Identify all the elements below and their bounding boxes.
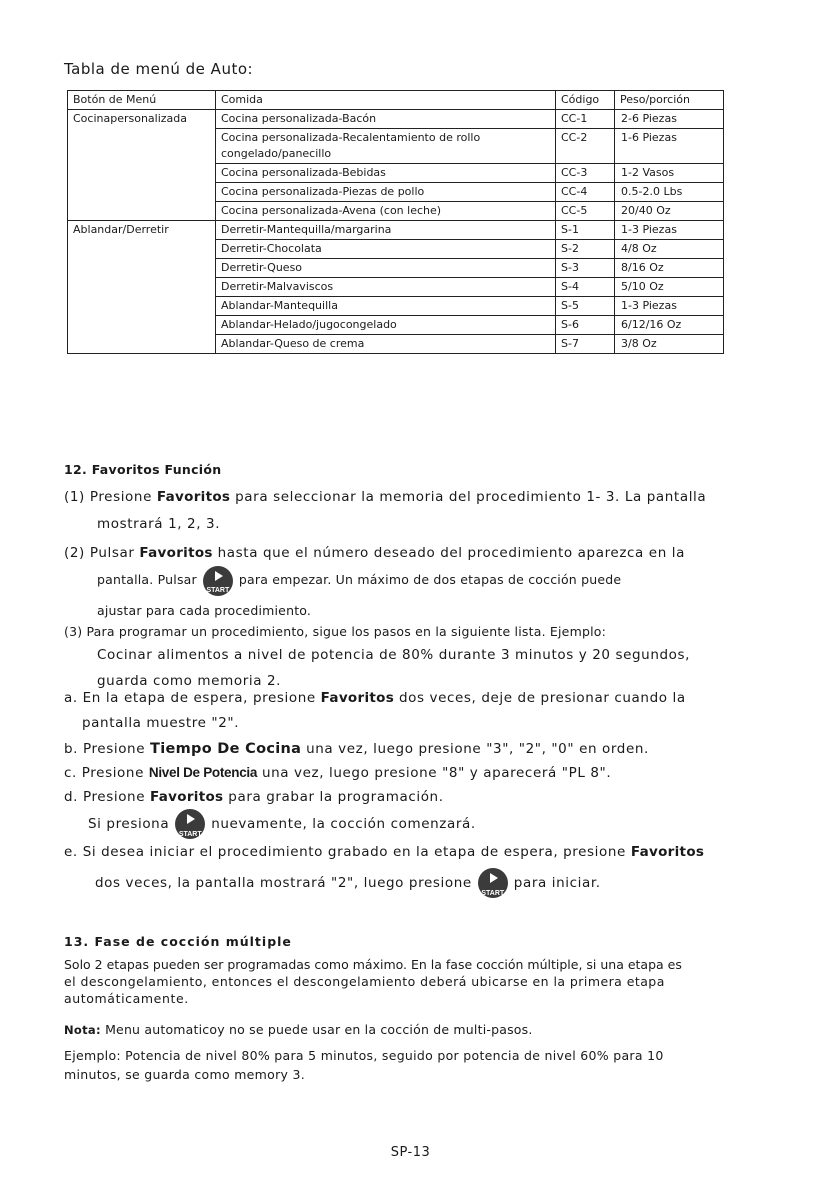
substep-e-line-1: e. Si desea iniciar el procedimiento grabado en la etapa de espera, presione Favoritos (64, 844, 705, 860)
table-cell-food: Ablandar-Queso de crema (216, 335, 556, 354)
table-cell-weight: 1-6 Piezas (615, 129, 724, 164)
substep-a-line-2: pantalla muestre "2". (82, 715, 240, 731)
table-header-cell: Peso/porción (615, 91, 724, 110)
table-cell-food: Cocina personalizada-Avena (con leche) (216, 202, 556, 221)
table-cell-food: Derretir-Queso (216, 259, 556, 278)
step-2-line-3: ajustar para cada procedimiento. (97, 603, 312, 618)
table-cell-food: Derretir-Chocolata (216, 240, 556, 259)
section-13-para-line-1: Solo 2 etapas pueden ser programadas como máximo. En la fase cocción múltiple, si una etapa es (64, 957, 682, 972)
table-cell-code: S-6 (556, 316, 615, 335)
step-3-line-1: (3) Para programar un procedimiento, sigue los pasos en la siguiente lista. Ejemplo: (64, 624, 607, 639)
step-2-line-1: (2) Pulsar Favoritos hasta que el número deseado del procedimiento aparezca en la (64, 545, 685, 561)
start-button-icon: START (478, 868, 508, 898)
table-header-row (68, 91, 724, 110)
table-cell-code: CC-1 (556, 110, 615, 129)
table-header-cell: Botón de Menú (68, 91, 216, 110)
table-cell-code: CC-4 (556, 183, 615, 202)
table-cell-weight: 3/8 Oz (615, 335, 724, 354)
table-row (68, 110, 724, 129)
table-cell-food: Derretir-Malvaviscos (216, 278, 556, 297)
table-header-cell: Código (556, 91, 615, 110)
table-cell-weight: 5/10 Oz (615, 278, 724, 297)
table-row (68, 221, 724, 240)
table-cell-code: S-4 (556, 278, 615, 297)
substep-c: c. Presione Nivel De Potencia una vez, luego presione "8" y aparecerá "PL 8". (64, 765, 612, 781)
table-cell-weight: 20/40 Oz (615, 202, 724, 221)
step-1-line-1: (1) Presione Favoritos para seleccionar la memoria del procedimiento 1- 3. La pantalla (64, 489, 707, 505)
start-button-icon: START (175, 809, 205, 839)
step-2-line-2: pantalla. Pulsar START para empezar. Un máximo de dos etapas de cocción puede (97, 570, 621, 590)
table-cell-food: Ablandar-Mantequilla (216, 297, 556, 316)
table-header-cell: Comida (216, 91, 556, 110)
substep-d-line-1: d. Presione Favoritos para grabar la programación. (64, 789, 444, 805)
step-3-line-3: guarda como memoria 2. (97, 673, 282, 689)
table-cell-food: Cocina personalizada-Bacón (216, 110, 556, 129)
menu-button-cell: Cocinapersonalizada (68, 110, 216, 221)
section-13-note: Nota: Menu automaticoy no se puede usar en la cocción de multi-pasos. (64, 1022, 533, 1037)
substep-b: b. Presione Tiempo De Cocina una vez, luego presione "3", "2", "0" en orden. (64, 741, 649, 757)
menu-table-title: Tabla de menú de Auto: (64, 60, 254, 78)
section-13-example-line-2: minutos, se guarda como memory 3. (64, 1067, 306, 1082)
table-cell-code: CC-5 (556, 202, 615, 221)
section-12-title: 12. Favoritos Función (64, 462, 222, 477)
step-1-line-2: mostrará 1, 2, 3. (97, 516, 221, 532)
table-cell-weight: 1-3 Piezas (615, 297, 724, 316)
section-13-example-line-1: Ejemplo: Potencia de nivel 80% para 5 minutos, seguido por potencia de nivel 60% para 10 (64, 1048, 664, 1063)
substep-a-line-1: a. En la etapa de espera, presione Favoritos dos veces, deje de presionar cuando la (64, 690, 686, 706)
table-cell-code: S-1 (556, 221, 615, 240)
table-cell-code: CC-2 (556, 129, 615, 164)
table-cell-weight: 4/8 Oz (615, 240, 724, 259)
table-cell-weight: 1-2 Vasos (615, 164, 724, 183)
table-cell-food: Derretir-Mantequilla/margarina (216, 221, 556, 240)
substep-d-line-2: Si presiona START nuevamente, la cocción comenzará. (88, 813, 476, 835)
table-cell-food: Cocina personalizada-Piezas de pollo (216, 183, 556, 202)
table-cell-code: S-5 (556, 297, 615, 316)
table-cell-code: S-3 (556, 259, 615, 278)
section-13-para-line-2: el descongelamiento, entonces el descongelamiento deberá ubicarse en la primera etapa (64, 974, 665, 989)
table-cell-code: S-2 (556, 240, 615, 259)
table-cell-weight: 6/12/16 Oz (615, 316, 724, 335)
section-13-para-line-3: automáticamente. (64, 991, 189, 1006)
table-cell-food: Ablandar-Helado/jugocongelado (216, 316, 556, 335)
table-cell-code: CC-3 (556, 164, 615, 183)
table-cell-code: S-7 (556, 335, 615, 354)
table-cell-weight: 1-3 Piezas (615, 221, 724, 240)
page-number: SP-13 (390, 1145, 431, 1160)
table-cell-weight: 8/16 Oz (615, 259, 724, 278)
table-cell-weight: 2-6 Piezas (615, 110, 724, 129)
section-13-title: 13. Fase de cocción múltiple (64, 934, 292, 949)
substep-e-line-2: dos veces, la pantalla mostrará "2", luego presione START para iniciar. (95, 872, 601, 894)
auto-menu-table (67, 90, 724, 354)
table-cell-food: Cocina personalizada-Recalentamiento de rollo congelado/panecillo (216, 129, 556, 164)
table-cell-food: Cocina personalizada-Bebidas (216, 164, 556, 183)
table-cell-weight: 0.5-2.0 Lbs (615, 183, 724, 202)
menu-button-cell: Ablandar/Derretir (68, 221, 216, 354)
start-button-icon: START (203, 566, 233, 596)
step-3-line-2: Cocinar alimentos a nivel de potencia de 80% durante 3 minutos y 20 segundos, (97, 647, 691, 663)
